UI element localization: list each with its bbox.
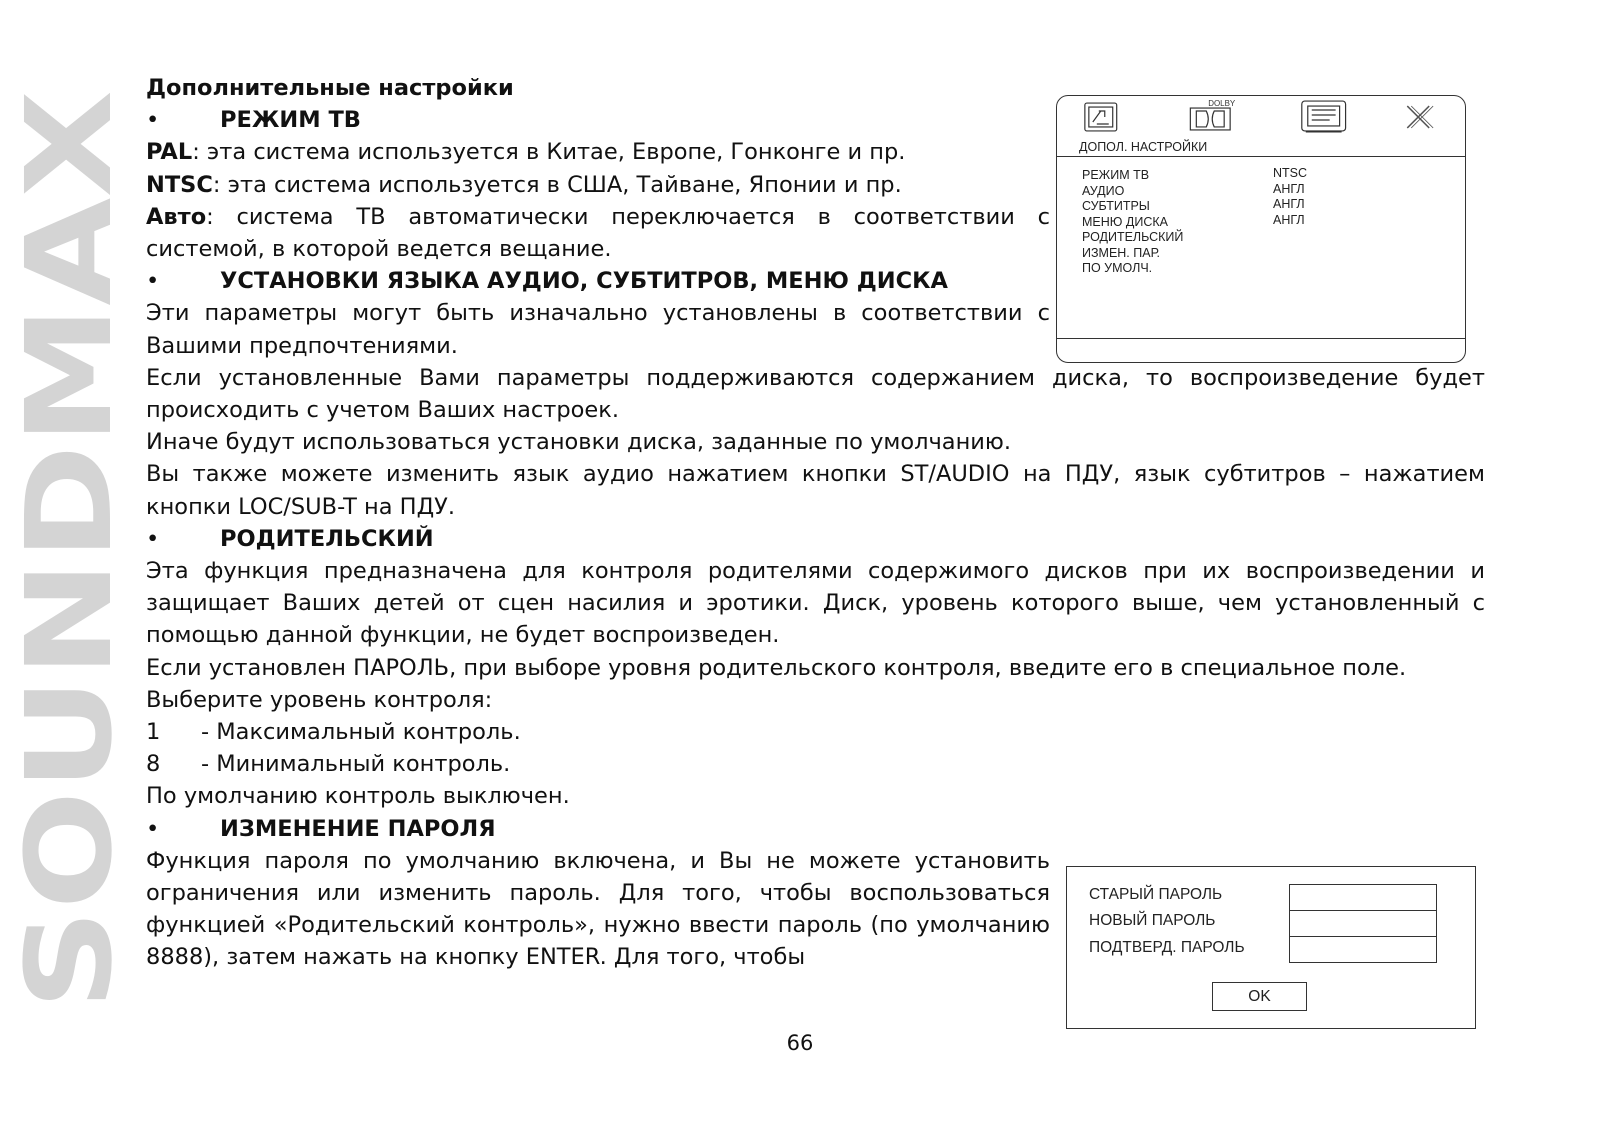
menu-item-subtitles: СУБТИТРЫ <box>1082 199 1150 213</box>
bullet-icon: • <box>146 268 160 295</box>
menu-item-tv-mode: РЕЖИМ ТВ <box>1082 168 1150 182</box>
pal-label: PAL <box>146 139 193 166</box>
divider <box>1057 156 1465 157</box>
divider <box>1057 338 1465 339</box>
value-tv-mode: NTSC <box>1273 166 1308 180</box>
confirm-password-field <box>1289 936 1437 963</box>
new-password-label: НОВЫЙ ПАРОЛЬ <box>1089 912 1216 929</box>
parental-paragraph-3: Выберите уровень контроля: <box>146 686 493 713</box>
bullet-icon: • <box>146 107 160 134</box>
value-subtitles: АНГЛ <box>1273 197 1305 211</box>
language-paragraph-1: Эти параметры могут быть изначально установлены в соответствии с Вашими предпочтениями. <box>146 300 1050 359</box>
heading-text: УСТАНОВКИ ЯЗЫКА АУДИО, СУБТИТРОВ, МЕНЮ ДИСКА <box>220 268 948 295</box>
setup-menu-figure <box>1056 95 1466 363</box>
exit-icon <box>1407 106 1433 128</box>
pal-paragraph <box>146 136 1050 168</box>
dolby-label: DOLBY <box>1208 99 1236 109</box>
setup-menu-values <box>1273 166 1307 228</box>
ok-button: OK <box>1212 982 1307 1011</box>
brand-logo-text: SOUNDMAX <box>0 232 138 1010</box>
menu-item-default: ПО УМОЛЧ. <box>1082 261 1153 275</box>
setup-menu-items <box>1082 168 1183 277</box>
menu-item-disc-menu: МЕНЮ ДИСКА <box>1082 214 1168 229</box>
ntsc-label: NTSC <box>146 171 213 198</box>
heading-password <box>146 813 1485 845</box>
level-item <box>146 748 1485 780</box>
level-number: 8 <box>146 751 161 778</box>
old-password-label: СТАРЫЙ ПАРОЛЬ <box>1089 886 1223 903</box>
general-setup-icon <box>1085 103 1117 131</box>
parental-paragraph-2: Если установлен ПАРОЛЬ, при выборе уровня родительского контроля, введите его в специальное поле. <box>146 654 1407 681</box>
level-text: - Минимальный контроль. <box>201 751 511 778</box>
setup-menu-title: ДОПОЛ. НАСТРОЙКИ <box>1079 140 1208 154</box>
level-item <box>146 716 1485 748</box>
auto-text: : система ТВ автоматически переключается в соответствии с системой, в которой ведется вещание. <box>146 203 1050 263</box>
bullet-icon: • <box>146 525 160 552</box>
brand-watermark <box>0 85 138 1015</box>
auto-paragraph <box>146 201 1050 265</box>
auto-label: Авто <box>146 203 207 230</box>
old-password-field <box>1289 884 1437 911</box>
pal-text: : эта система используется в Китае, Европе, Гонконге и пр. <box>192 139 906 166</box>
value-audio: АНГЛ <box>1273 181 1305 196</box>
level-number: 1 <box>146 719 161 746</box>
heading-text: РЕЖИМ ТВ <box>220 107 361 134</box>
section-title: Дополнительные настройки <box>146 75 514 101</box>
confirm-password-label: ПОДТВЕРД. ПАРОЛЬ <box>1089 939 1245 956</box>
menu-item-change-password: ИЗМЕН. ПАР. <box>1082 245 1161 260</box>
password-paragraph-1: Функция пароля по умолчанию включена, и Вы не можете установить ограничения или изменить пароль. Для того, чтобы воспользоваться функцией «Родительский контроль», нужно ввести пароль (по умолчанию 8888), затем нажать на кнопку ENTER. Для того, чтобы <box>146 847 1050 971</box>
value-disc-menu: АНГЛ <box>1273 212 1305 227</box>
heading-text: ИЗМЕНЕНИЕ ПАРОЛЯ <box>220 815 496 842</box>
page-number: 66 <box>786 1031 814 1055</box>
dolby-audio-icon <box>1190 99 1236 130</box>
bullet-icon: • <box>146 815 160 842</box>
heading-parental <box>146 523 1485 555</box>
menu-item-audio: АУДИО <box>1082 183 1125 198</box>
ntsc-text: : эта система используется в США, Тайване, Японии и пр. <box>212 171 902 198</box>
ntsc-paragraph <box>146 169 1050 201</box>
parental-paragraph-1: Эта функция предназначена для контроля родителями содержимого дисков при их воспроизведении и защищает Ваших детей от сцен насилия и эротики. Диск, уровень которого выше, чем установленный с помощью данной функции, не будет воспроизведен. <box>146 558 1485 649</box>
language-paragraph-3: Иначе будут использоваться установки диска, заданные по умолчанию. <box>146 429 1012 456</box>
heading-text: РОДИТЕЛЬСКИЙ <box>220 525 434 552</box>
language-paragraph-2: Если установленные Вами параметры поддерживаются содержанием диска, то воспроизведение будет происходить с учетом Ваших настроек. <box>146 364 1485 424</box>
new-password-field <box>1289 910 1437 937</box>
language-paragraph-4: Вы также можете изменить язык аудио нажатием кнопки ST/AUDIO на ПДУ, язык субтитров – нажатием кнопки LOC/SUB-T на ПДУ. <box>146 461 1485 520</box>
video-setup-icon <box>1302 101 1346 132</box>
password-dialog-figure <box>1066 866 1476 1029</box>
menu-item-parental: РОДИТЕЛЬСКИЙ <box>1082 230 1184 244</box>
level-text: - Максимальный контроль. <box>201 719 521 746</box>
setup-menu-icon-bar <box>1057 96 1465 138</box>
parental-paragraph-4: По умолчанию контроль выключен. <box>146 783 570 810</box>
